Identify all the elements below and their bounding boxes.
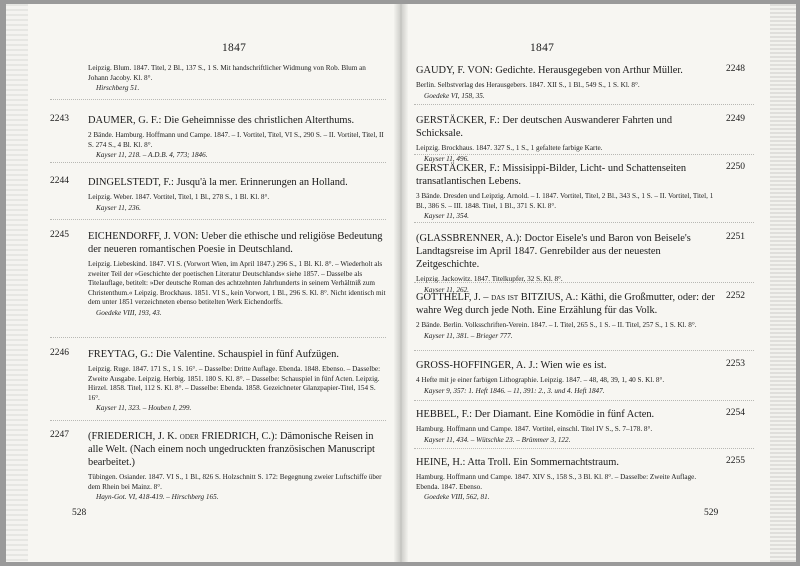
entry-author: GROSS-HOFFINGER, A. J.: — [416, 360, 539, 371]
entry-heading — [416, 232, 716, 271]
entry-number: 2246 — [50, 348, 69, 358]
entry-description: Leipzig. Blum. 1847. Titel, 2 Bl., 137 S., 1 S. Mit handschriftlicher Widmung von Rob. Blum an Johann Jacoby. Kl. 8°. — [88, 64, 366, 82]
entry-number: 2245 — [50, 230, 69, 240]
bibliography-entry — [414, 232, 764, 295]
entry-reference: Hirschberg 51. — [96, 84, 140, 93]
entry-description: Leipzig. Liebeskind. 1847. VI S. (Vorwort Wien, im April 1847.) 296 S., 1 Bl. Kl. 8°. – Wiederholt als zweiter Teil der »Geschichte der poetischen Literatur Deutschlands« siehe 1857. – Dasselbe als Titelauflage, betitelt: »Der deutsche Roman des achtzehnten Jahrhunderts in seinem Verhältniß zum Christenthum.« Leipzig. Brockhaus. 1851. VI S., kein Vorwort, 1 Bl., 296 S. Kl. 8°. Nicht identisch mit dem unter 1851 verzeichneten ebenso betitelten Werk Eichendorffs. — [88, 260, 386, 307]
bibliography-entry — [414, 456, 764, 503]
entry-reference: Kayser 11, 434. – Wütschke 23. – Brümmer 3, 122. — [424, 435, 571, 444]
entry-description: Leipzig. Weber. 1847. Vortitel, Titel, 1 Bl., 278 S., 1 Bl. Kl. 8°. — [88, 193, 270, 201]
entry-title: Die Geheimnisse des christlichen Alterthums. — [163, 115, 355, 126]
entry-reference: Goedeke VIII, 562, 81. — [424, 493, 490, 502]
entry-number: 2249 — [726, 114, 745, 124]
entry-number: 2243 — [50, 114, 69, 124]
entry-title: Die Valentine. Schauspiel in fünf Aufzügen. — [155, 349, 339, 360]
bibliography-entry — [46, 114, 388, 161]
entry-heading — [416, 456, 716, 469]
entry-number: 2251 — [726, 232, 745, 242]
entry-description: 2 Bände. Berlin. Volksschriften-Verein. 1847. – I. Titel, 265 S., 1 S. – II. Titel, 257 S., 1 S. Kl. 8°. — [416, 321, 697, 329]
entry-description: 3 Bände. Dresden und Leipzig. Arnold. – I. 1847. Vortitel, Titel, 2 Bl., 343 S., 1 S. – II. Vortitel, Titel, 1 Bl., 386 S. – III. 1848. Titel, 1 Bl., 371 S. Kl. 8°. — [416, 192, 714, 210]
entry-reference: Kayser 11, 262. — [424, 285, 469, 294]
entry-reference: Kayser 11, 354. — [424, 212, 469, 221]
entry-heading — [416, 162, 716, 188]
entry-title: Der deutschen Auswanderer Fahrten und Schicksale. — [416, 115, 673, 139]
entry-separator — [50, 99, 386, 100]
entry-heading — [88, 114, 386, 127]
entry-heading — [88, 176, 386, 189]
entry-number: 2254 — [726, 408, 745, 418]
entry-reference: Kayser 11, 218. – A.D.B. 4, 773; 1846. — [96, 151, 208, 160]
entry-description: Hamburg. Hoffmann und Campe. 1847. Vortitel, einschl. Titel IV S., S. 7–178. 8°. — [416, 425, 653, 433]
bibliography-entry — [414, 359, 764, 396]
entry-description: 4 Hefte mit je einer farbigen Lithographie. Leipzig. 1847. – 48, 48, 39, 1, 40 S. Kl. 8°. — [416, 376, 665, 384]
entry-title: Der Diamant. Eine Komödie in fünf Acten. — [474, 409, 655, 420]
entry-separator — [414, 104, 754, 105]
left-page — [46, 4, 388, 562]
entry-author: GERSTÄCKER, F.: — [416, 163, 500, 174]
page-edge-left — [6, 4, 28, 562]
entry-title: Ueber die ethische und religiöse Bedeutung der neueren romantischen Poesie in Deutschland. — [88, 231, 383, 255]
entry-title: Jusqu'à la mer. Erinnerungen an Holland. — [176, 177, 348, 188]
entry-separator — [50, 162, 386, 163]
entry-title: Dämonische Reisen in alle Welt. (Nach einem noch ungedruckten französischen Manuscript bearbeitet.) — [88, 431, 375, 468]
book-gutter — [394, 4, 408, 562]
entry-author: GOTTHELF, J. – das ist BITZIUS, A.: — [416, 292, 579, 303]
entry-author: HEINE, H.: — [416, 457, 466, 468]
continuation-entry — [46, 64, 388, 94]
entry-number: 2250 — [726, 162, 745, 172]
entry-author: GAUDY, F. VON: — [416, 65, 493, 76]
entry-author: (FRIEDERICH, J. K. oder FRIEDRICH, C.): — [88, 431, 278, 442]
entry-heading — [416, 64, 716, 77]
entry-author: (GLASSBRENNER, A.): — [416, 233, 522, 244]
entry-description: Leipzig. Ruge. 1847. 171 S., 1 S. 16°. – Dasselbe: Dritte Auflage. Ebenda. 1848. Ebenso. – Dasselbe: Zweite Ausgabe. Leipzig. Herbig. 1851. 180 S. Kl. 8°. – Dasselbe: Schauspiel in fünf Acten. Leipzig. Hirzel. 1858. Titel, 112 S. Kl. 8°. – Dasselbe: Ebenda. 1858. Gezeichneter Glanzpapier-Titel, 154 S. 16°. — [88, 365, 381, 402]
right-page — [414, 4, 764, 562]
entry-number: 2253 — [726, 359, 745, 369]
entry-reference: Kayser 11, 323. – Houben I, 299. — [96, 404, 192, 413]
entry-heading — [416, 114, 716, 140]
bibliography-entry — [414, 162, 764, 222]
entry-description: 2 Bände. Hamburg. Hoffmann und Campe. 1847. – I. Vortitel, Titel, VI S., 290 S. – II. Vortitel, Titel, II S. 274 S., 4 Bl. Kl. 8°. — [88, 131, 384, 149]
entry-reference: Goedeke VI, 158, 35. — [424, 91, 485, 100]
entry-reference: Kayser 11, 236. — [96, 203, 141, 212]
bibliography-entry — [46, 176, 388, 213]
entry-description: Tübingen. Osiander. 1847. VI S., 1 Bl., 826 S. Holzschnitt S. 172: Begegnung zweier Luftschiffe über dem Rhein bei Mainz. 8°. — [88, 473, 382, 491]
entry-author: EICHENDORFF, J. VON: — [88, 231, 199, 242]
entry-reference: Kayser 9, 357: 1. Heft 1846. – 11, 391: 2., 3. und 4. Heft 1847. — [424, 386, 605, 395]
entry-separator — [414, 282, 754, 283]
entry-title: Käthi, die Großmutter, oder: der wahre Weg durch jede Noth. Eine Erzählung für das Volk. — [416, 292, 715, 316]
entry-author: DINGELSTEDT, F.: — [88, 177, 174, 188]
entry-heading — [416, 291, 716, 317]
bibliography-entry — [46, 230, 388, 319]
entry-author: FREYTAG, G.: — [88, 349, 154, 360]
entry-reference: Kayser 11, 381. – Brieger 777. — [424, 331, 513, 340]
entry-heading — [88, 430, 386, 469]
bibliography-entry — [414, 114, 764, 164]
entry-author: GERSTÄCKER, F.: — [416, 115, 500, 126]
page-number: 529 — [704, 508, 719, 518]
entry-separator — [414, 350, 754, 351]
entry-number: 2248 — [726, 64, 745, 74]
entry-author: HEBBEL, F.: — [416, 409, 473, 420]
entry-separator — [414, 400, 754, 401]
entry-separator — [414, 154, 754, 155]
bibliography-entry — [414, 408, 764, 445]
book-spread — [6, 4, 796, 562]
entry-description: Hamburg. Hoffmann und Campe. 1847. XIV S., 158 S., 3 Bl. Kl. 8°. – Dasselbe: Zweite Auflage. Ebenda. 1847. Ebenso. — [416, 473, 697, 491]
page-edge-right — [770, 4, 796, 562]
entry-title: Wien wie es ist. — [540, 360, 607, 371]
entry-number: 2252 — [726, 291, 745, 301]
entry-reference: Kayser 11, 496. — [424, 154, 469, 163]
entry-title: Missisippi-Bilder, Licht- und Schattenseiten transatlantischen Lebens. — [416, 163, 687, 187]
entry-heading — [416, 408, 716, 421]
entry-description: Leipzig. Jackowitz. 1847. Titelkupfer, 32 S. Kl. 8°. — [416, 275, 563, 283]
entry-title: Atta Troll. Ein Sommernachtstraum. — [467, 457, 619, 468]
entry-separator — [414, 448, 754, 449]
entry-separator — [414, 222, 754, 223]
entry-reference: Hayn-Got. VI, 418-419. – Hirschberg 165. — [96, 493, 219, 502]
entry-separator — [50, 337, 386, 338]
entry-heading — [416, 359, 716, 372]
entry-title: Gedichte. Herausgegeben von Arthur Müller. — [495, 65, 683, 76]
entry-heading — [88, 230, 386, 256]
entry-separator — [50, 420, 386, 421]
bibliography-entry — [414, 64, 764, 101]
entry-description: Berlin. Selbstverlag des Herausgebers. 1847. XII S., 1 Bl., 549 S., 1 S. Kl. 8°. — [416, 81, 640, 89]
entry-number: 2247 — [50, 430, 69, 440]
entry-number: 2244 — [50, 176, 69, 186]
bibliography-entry — [414, 291, 764, 341]
running-head: 1847 — [222, 42, 247, 54]
entry-separator — [50, 219, 386, 220]
entry-heading — [88, 348, 386, 361]
entry-author: DAUMER, G. F.: — [88, 115, 162, 126]
running-head: 1847 — [530, 42, 555, 54]
page-number: 528 — [72, 508, 87, 518]
bibliography-entry — [46, 348, 388, 414]
entry-title: Doctor Eisele's und Baron von Beisele's Landtagsreise im April 1847. Genrebilder aus der neuesten Zeitgeschichte. — [416, 233, 691, 270]
bibliography-entry — [46, 430, 388, 503]
entry-description: Leipzig. Brockhaus. 1847. 327 S., 1 S., 1 gefaltete farbige Karte. — [416, 144, 603, 152]
entry-reference: Goedeke VIII, 193, 43. — [96, 308, 162, 317]
entry-number: 2255 — [726, 456, 745, 466]
